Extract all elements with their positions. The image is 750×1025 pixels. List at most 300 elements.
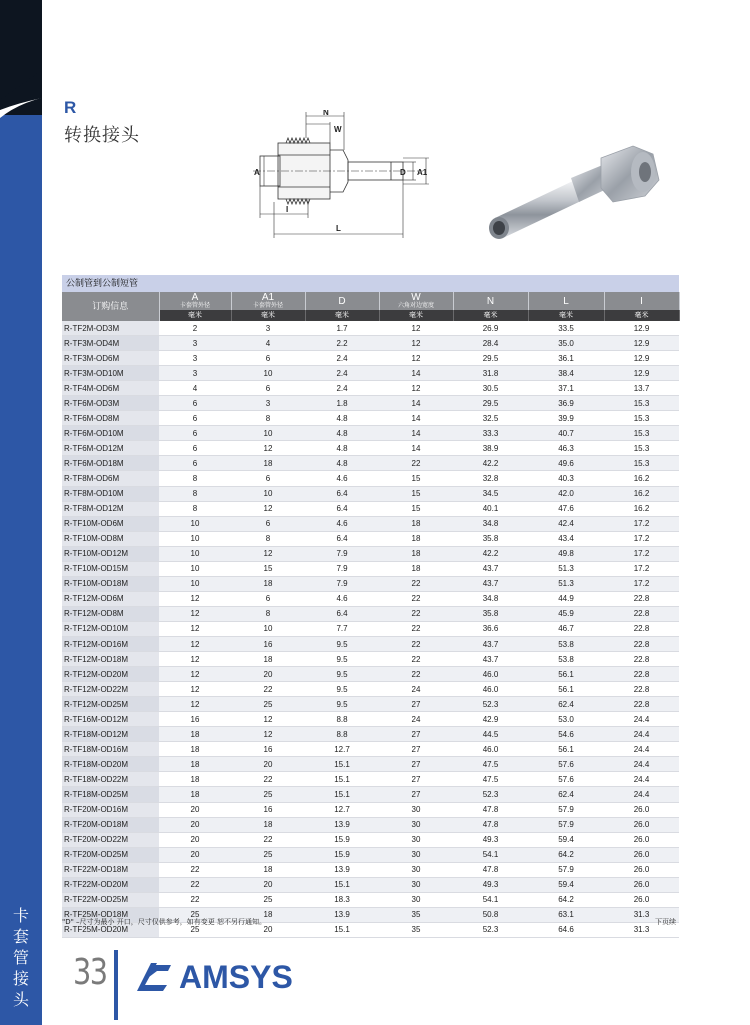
value-cell: 6 [159,456,231,471]
value-cell: 47.5 [453,757,528,772]
value-cell: 22 [159,862,231,877]
column-header [604,292,679,310]
side-char: 管 [12,948,29,967]
order-code-cell: R-TF18M-OD12M [62,727,159,742]
product-name: 转换接头 [64,125,140,146]
value-cell: 4.6 [305,591,379,606]
value-cell: 8 [231,411,305,426]
column-header [528,292,604,310]
value-cell: 22 [379,652,453,667]
value-cell: 20 [231,877,305,892]
order-code-cell: R-TF6M-OD8M [62,411,159,426]
value-cell: 26.9 [453,321,528,336]
order-code-cell: R-TF6M-OD3M [62,396,159,411]
table-row [62,516,679,531]
value-cell: 42.2 [453,546,528,561]
table-row [62,531,679,546]
value-cell: 10 [231,486,305,501]
value-cell: 30 [379,847,453,862]
table-row [62,877,679,892]
value-cell: 20 [159,832,231,847]
order-code-cell: R-TF25M-OD20M [62,922,159,937]
value-cell: 40.1 [453,501,528,516]
value-cell: 16 [231,636,305,651]
value-cell: 24.4 [604,787,679,802]
value-cell: 12.9 [604,351,679,366]
dim-label-d: D [400,168,406,177]
value-cell: 24.4 [604,742,679,757]
value-cell: 12.9 [604,336,679,351]
table-row [62,892,679,907]
order-code-cell: R-TF20M-OD25M [62,847,159,862]
value-cell: 12 [159,697,231,712]
value-cell: 18 [379,531,453,546]
value-cell: 18 [231,907,305,922]
unit-cell: 毫米 [453,310,528,321]
value-cell: 12 [231,441,305,456]
value-cell: 6 [159,396,231,411]
table-row [62,396,679,411]
value-cell: 43.7 [453,561,528,576]
value-cell: 2.2 [305,336,379,351]
value-cell: 30 [379,862,453,877]
value-cell: 46.0 [453,682,528,697]
value-cell: 57.6 [528,757,604,772]
value-cell: 7.9 [305,576,379,591]
value-cell: 4 [159,381,231,396]
value-cell: 4.8 [305,441,379,456]
dim-label-w: W [334,125,342,134]
value-cell: 54.6 [528,727,604,742]
unit-cell: 毫米 [231,310,305,321]
page-number: 33 [73,952,107,993]
value-cell: 20 [231,757,305,772]
column-header-label: L [563,295,569,307]
value-cell: 14 [379,426,453,441]
value-cell: 54.1 [453,847,528,862]
value-cell: 2.4 [305,381,379,396]
value-cell: 36.1 [528,351,604,366]
value-cell: 22.8 [604,682,679,697]
value-cell: 26.0 [604,877,679,892]
value-cell: 26.0 [604,832,679,847]
value-cell: 20 [231,922,305,937]
value-cell: 28.4 [453,336,528,351]
table-row [62,652,679,667]
table-row [62,591,679,606]
order-code-cell: R-TF20M-OD18M [62,817,159,832]
value-cell: 7.9 [305,546,379,561]
value-cell: 10 [159,561,231,576]
order-code-cell: R-TF10M-OD12M [62,546,159,561]
value-cell: 14 [379,411,453,426]
value-cell: 38.4 [528,366,604,381]
value-cell: 25 [159,922,231,937]
order-code-cell: R-TF10M-OD18M [62,576,159,591]
swoosh-decoration [0,70,60,140]
order-code-cell: R-TF3M-OD4M [62,336,159,351]
value-cell: 43.7 [453,652,528,667]
table-row [62,321,679,336]
value-cell: 26.0 [604,817,679,832]
value-cell: 6 [159,411,231,426]
table-row [62,456,679,471]
value-cell: 6 [231,351,305,366]
dim-label-l: L [336,224,341,233]
value-cell: 18 [379,516,453,531]
table-caption: 公制管到公制短管 [62,275,679,292]
value-cell: 17.2 [604,576,679,591]
value-cell: 56.1 [528,667,604,682]
value-cell: 12 [231,501,305,516]
dim-label-a: A [254,168,260,177]
value-cell: 22.8 [604,652,679,667]
table-row [62,682,679,697]
value-cell: 22 [379,576,453,591]
order-code-cell: R-TF22M-OD20M [62,877,159,892]
value-cell: 22 [379,606,453,621]
order-code-cell: R-TF12M-OD8M [62,606,159,621]
value-cell: 62.4 [528,787,604,802]
value-cell: 18 [159,757,231,772]
value-cell: 18 [379,546,453,561]
column-header [159,292,231,310]
value-cell: 54.1 [453,892,528,907]
table-row [62,366,679,381]
value-cell: 22.8 [604,667,679,682]
column-header-label: N [486,295,495,307]
value-cell: 15.1 [305,757,379,772]
value-cell: 20 [159,802,231,817]
column-header-sublabel: 卡套管外径 [252,303,283,309]
order-code-cell: R-TF3M-OD10M [62,366,159,381]
value-cell: 20 [159,847,231,862]
value-cell: 12.7 [305,802,379,817]
dim-label-n: N [323,110,329,117]
value-cell: 10 [159,576,231,591]
value-cell: 6 [231,471,305,486]
dim-label-a1: A1 [417,168,428,177]
value-cell: 22 [379,621,453,636]
value-cell: 12 [379,351,453,366]
brand-name: AMSYS [179,959,293,993]
order-code-cell: R-TF6M-OD10M [62,426,159,441]
value-cell: 30.5 [453,381,528,396]
header-row [62,292,679,310]
value-cell: 16 [231,802,305,817]
value-cell: 24.4 [604,712,679,727]
value-cell: 22 [379,591,453,606]
unit-cell: 毫米 [604,310,679,321]
order-code-cell: R-TF12M-OD6M [62,591,159,606]
value-cell: 42.0 [528,486,604,501]
value-cell: 15.9 [305,847,379,862]
dim-label-i: I [286,205,289,214]
value-cell: 22.8 [604,697,679,712]
value-cell: 34.8 [453,516,528,531]
table-row [62,667,679,682]
value-cell: 16.2 [604,486,679,501]
table-row [62,576,679,591]
value-cell: 25 [231,697,305,712]
value-cell: 30 [379,877,453,892]
value-cell: 52.3 [453,922,528,937]
value-cell: 12 [159,591,231,606]
value-cell: 12 [379,336,453,351]
value-cell: 57.9 [528,862,604,877]
value-cell: 13.9 [305,817,379,832]
side-char: 卡 [12,906,29,925]
value-cell: 42.4 [528,516,604,531]
value-cell: 38.9 [453,441,528,456]
unit-cell: 毫米 [159,310,231,321]
order-code-cell: R-TF18M-OD16M [62,742,159,757]
value-cell: 3 [159,336,231,351]
value-cell: 22.8 [604,591,679,606]
order-code-cell: R-TF10M-OD15M [62,561,159,576]
value-cell: 4.6 [305,471,379,486]
value-cell: 15.3 [604,411,679,426]
value-cell: 6 [231,516,305,531]
table-row [62,636,679,651]
order-code-cell: R-TF6M-OD12M [62,441,159,456]
value-cell: 49.6 [528,456,604,471]
value-cell: 27 [379,742,453,757]
value-cell: 18 [231,456,305,471]
order-code-cell: R-TF22M-OD18M [62,862,159,877]
product-photo [483,140,663,250]
value-cell: 12.9 [604,321,679,336]
value-cell: 8 [159,501,231,516]
order-code-cell: R-TF25M-OD18M [62,907,159,922]
value-cell: 32.8 [453,471,528,486]
value-cell: 24.4 [604,757,679,772]
column-header [231,292,305,310]
value-cell: 14 [379,441,453,456]
table-row [62,561,679,576]
value-cell: 6.4 [305,531,379,546]
table-row [62,426,679,441]
value-cell: 18 [231,652,305,667]
value-cell: 47.6 [528,501,604,516]
value-cell: 31.3 [604,907,679,922]
value-cell: 22 [159,892,231,907]
value-cell: 57.9 [528,817,604,832]
side-title [0,905,42,1010]
value-cell: 35 [379,907,453,922]
table-row [62,757,679,772]
dimension-drawing [248,110,440,245]
value-cell: 15.3 [604,441,679,456]
side-char: 套 [12,927,29,946]
value-cell: 27 [379,697,453,712]
unit-cell: 毫米 [528,310,604,321]
value-cell: 36.6 [453,621,528,636]
value-cell: 18 [231,576,305,591]
value-cell: 15.3 [604,396,679,411]
value-cell: 52.3 [453,697,528,712]
order-code-cell: R-TF10M-OD8M [62,531,159,546]
value-cell: 43.7 [453,576,528,591]
value-cell: 4.6 [305,516,379,531]
value-cell: 25 [231,787,305,802]
value-cell: 16 [159,712,231,727]
order-code-cell: R-TF20M-OD22M [62,832,159,847]
value-cell: 35.0 [528,336,604,351]
value-cell: 43.7 [453,636,528,651]
value-cell: 6 [159,426,231,441]
value-cell: 6 [231,381,305,396]
value-cell: 12 [159,667,231,682]
table-row [62,621,679,636]
value-cell: 10 [159,546,231,561]
value-cell: 27 [379,787,453,802]
side-char: 头 [12,990,29,1009]
value-cell: 12 [159,652,231,667]
order-code-cell: R-TF8M-OD12M [62,501,159,516]
value-cell: 46.7 [528,621,604,636]
value-cell: 24 [379,682,453,697]
value-cell: 56.1 [528,682,604,697]
value-cell: 64.2 [528,847,604,862]
value-cell: 12 [379,321,453,336]
value-cell: 62.4 [528,697,604,712]
value-cell: 8 [231,531,305,546]
table-row [62,471,679,486]
value-cell: 14 [379,366,453,381]
value-cell: 24.4 [604,772,679,787]
value-cell: 53.8 [528,636,604,651]
value-cell: 20 [159,817,231,832]
value-cell: 4 [231,336,305,351]
table-row [62,411,679,426]
side-band [0,0,42,1025]
value-cell: 3 [159,366,231,381]
value-cell: 1.7 [305,321,379,336]
value-cell: 64.6 [528,922,604,937]
value-cell: 27 [379,772,453,787]
value-cell: 15.1 [305,787,379,802]
value-cell: 35.8 [453,606,528,621]
value-cell: 31.8 [453,366,528,381]
table-row [62,336,679,351]
value-cell: 3 [159,351,231,366]
value-cell: 12 [231,546,305,561]
value-cell: 15.1 [305,877,379,892]
value-cell: 13.9 [305,862,379,877]
page-divider [114,950,118,1020]
brand-logo [135,955,315,993]
value-cell: 35 [379,922,453,937]
value-cell: 18 [231,817,305,832]
column-header [305,292,379,310]
order-code-cell: R-TF22M-OD25M [62,892,159,907]
value-cell: 17.2 [604,531,679,546]
column-header-sublabel: 卡套管外径 [179,303,210,309]
value-cell: 6 [231,591,305,606]
column-header [62,292,159,321]
table-row [62,862,679,877]
order-code-cell: R-TF12M-OD16M [62,636,159,651]
value-cell: 4.8 [305,426,379,441]
value-cell: 9.5 [305,636,379,651]
order-code-cell: R-TF12M-OD10M [62,621,159,636]
table-row [62,712,679,727]
table-row [62,727,679,742]
column-header-label: A1 [261,292,275,303]
value-cell: 16.2 [604,501,679,516]
value-cell: 10 [231,426,305,441]
value-cell: 57.9 [528,802,604,817]
value-cell: 27 [379,727,453,742]
value-cell: 46.0 [453,667,528,682]
value-cell: 13.9 [305,907,379,922]
table-row [62,772,679,787]
value-cell: 26.0 [604,892,679,907]
value-cell: 52.3 [453,787,528,802]
value-cell: 32.5 [453,411,528,426]
column-header-label: W [411,292,421,303]
value-cell: 12.9 [604,366,679,381]
order-code-cell: R-TF6M-OD18M [62,456,159,471]
value-cell: 49.8 [528,546,604,561]
column-header-label: 订购信息 [92,301,129,311]
value-cell: 47.8 [453,862,528,877]
table-row [62,847,679,862]
value-cell: 9.5 [305,697,379,712]
table-body [62,321,679,937]
value-cell: 8 [159,486,231,501]
value-cell: 26.0 [604,802,679,817]
order-code-cell: R-TF2M-OD3M [62,321,159,336]
value-cell: 18.3 [305,892,379,907]
value-cell: 24.4 [604,727,679,742]
table-row [62,381,679,396]
order-code-cell: R-TF12M-OD25M [62,697,159,712]
order-code-cell: R-TF18M-OD25M [62,787,159,802]
value-cell: 4.8 [305,411,379,426]
value-cell: 12 [231,727,305,742]
value-cell: 22 [231,772,305,787]
value-cell: 51.3 [528,561,604,576]
value-cell: 16.2 [604,471,679,486]
value-cell: 8 [159,471,231,486]
value-cell: 30 [379,892,453,907]
value-cell: 18 [159,742,231,757]
spec-table [62,275,680,938]
value-cell: 47.8 [453,802,528,817]
value-cell: 4.8 [305,456,379,471]
value-cell: 2.4 [305,351,379,366]
column-header-label: I [640,295,643,307]
value-cell: 9.5 [305,652,379,667]
value-cell: 36.9 [528,396,604,411]
value-cell: 53.0 [528,712,604,727]
value-cell: 34.5 [453,486,528,501]
table-row [62,486,679,501]
value-cell: 29.5 [453,396,528,411]
value-cell: 25 [231,892,305,907]
footnote: "D" –尺寸为最小 开口，尺寸仅供参考，如有变更 恕不另行通知。 [62,918,267,926]
column-header-label: A [191,292,199,303]
column-header-sublabel: 六角对边宽度 [397,303,434,309]
value-cell: 22 [159,877,231,892]
value-cell: 24 [379,712,453,727]
value-cell: 18 [231,862,305,877]
value-cell: 12 [231,712,305,727]
order-code-cell: R-TF16M-OD12M [62,712,159,727]
value-cell: 26.0 [604,862,679,877]
